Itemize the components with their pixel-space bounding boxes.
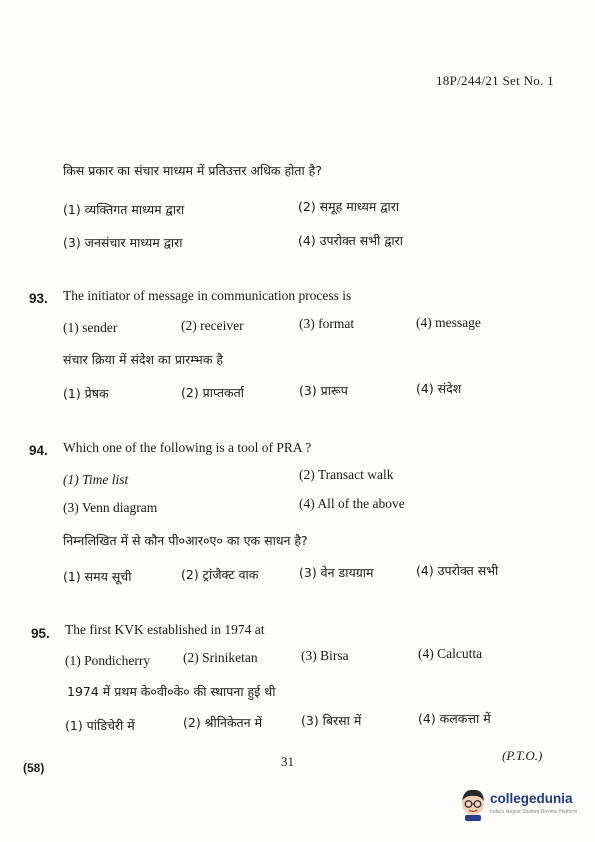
q95-option-4: (4) Calcutta: [418, 646, 483, 661]
q95-option-hindi-4: (4) कलकत्ता में: [418, 711, 491, 726]
q94-question-hindi: निम्नलिखित में से कौन पी०आर०ए० का एक साधन है?: [63, 533, 308, 548]
q94-question-english: Which one of the following is a tool of PRA ?: [63, 440, 312, 455]
q93-option-hindi-3: (3) प्रारूप: [299, 383, 348, 398]
q93-option-hindi-2: (2) प्राप्तकर्ता: [181, 385, 244, 400]
q92-option-2: (2) समूह माध्यम द्वारा: [298, 199, 400, 214]
q95-option-hindi-1: (1) पांडिचेरी में: [65, 718, 135, 733]
footer-code: (58): [23, 761, 45, 775]
q93-option-3: (3) format: [299, 316, 355, 331]
q92-question-hindi: किस प्रकार का संचार माध्यम में प्रतिउत्तर अधिक होता है?: [63, 163, 322, 178]
q93-number: 93.: [29, 291, 48, 306]
q95-option-2: (2) Sriniketan: [183, 650, 258, 665]
q93-option-2: (2) receiver: [181, 318, 244, 333]
q92-option-4: (4) उपरोक्त सभी द्वारा: [298, 233, 404, 248]
q94-option-1-text: (1) Time list: [63, 472, 129, 487]
collegedunia-logo: [458, 785, 588, 825]
brand-tagline: India's largest Student Review Platform: [490, 809, 578, 815]
q92-option-3: (3) जनसंचार माध्यम द्वारा: [63, 235, 183, 250]
pto-label: (P.T.O.): [502, 748, 543, 763]
q94-number: 94.: [29, 443, 48, 458]
page-number: 31: [281, 754, 294, 769]
q94-option-3: (3) Venn diagram: [63, 500, 158, 515]
q94-option-4: (4) All of the above: [299, 496, 405, 511]
q94-option-hindi-3: (3) वेन डायग्राम: [299, 565, 374, 580]
q92-option-1: (1) व्यक्तिगत माध्यम द्वारा: [63, 202, 185, 217]
q95-option-hindi-3: (3) बिरसा में: [301, 713, 362, 728]
q93-option-hindi-4: (4) संदेश: [416, 381, 462, 396]
q95-option-3: (3) Birsa: [301, 648, 349, 663]
q93-option-4: (4) message: [416, 315, 481, 330]
q93-question-english: The initiator of message in communication process is: [63, 288, 352, 303]
q94-option-1: [63, 472, 128, 488]
q95-number: 95.: [31, 626, 50, 641]
q95-question-english: The first KVK established in 1974 at: [65, 622, 265, 637]
q95-question-hindi: 1974 में प्रथम के०वी०के० की स्थापना हुई थी: [67, 684, 276, 699]
q94-option-2: (2) Transact walk: [299, 467, 394, 482]
q95-option-hindi-2: (2) श्रीनिकेतन में: [183, 715, 263, 730]
q93-question-hindi: संचार क्रिया में संदेश का प्रारम्भक है: [63, 352, 224, 367]
q93-option-hindi-1: (1) प्रेषक: [63, 386, 109, 401]
student-mascot-icon: [458, 787, 488, 821]
q93-option-1: (1) sender: [63, 320, 118, 335]
brand-name: collegedunia: [490, 791, 573, 806]
q94-option-hindi-1: (1) समय सूची: [63, 569, 132, 584]
q95-option-1: (1) Pondicherry: [65, 653, 151, 668]
q94-option-hindi-4: (4) उपरोक्त सभी: [416, 563, 499, 578]
paper-code: 18P/244/21 Set No. 1: [436, 73, 554, 88]
q94-option-hindi-2: (2) ट्रांजैक्ट वाक: [181, 567, 259, 582]
